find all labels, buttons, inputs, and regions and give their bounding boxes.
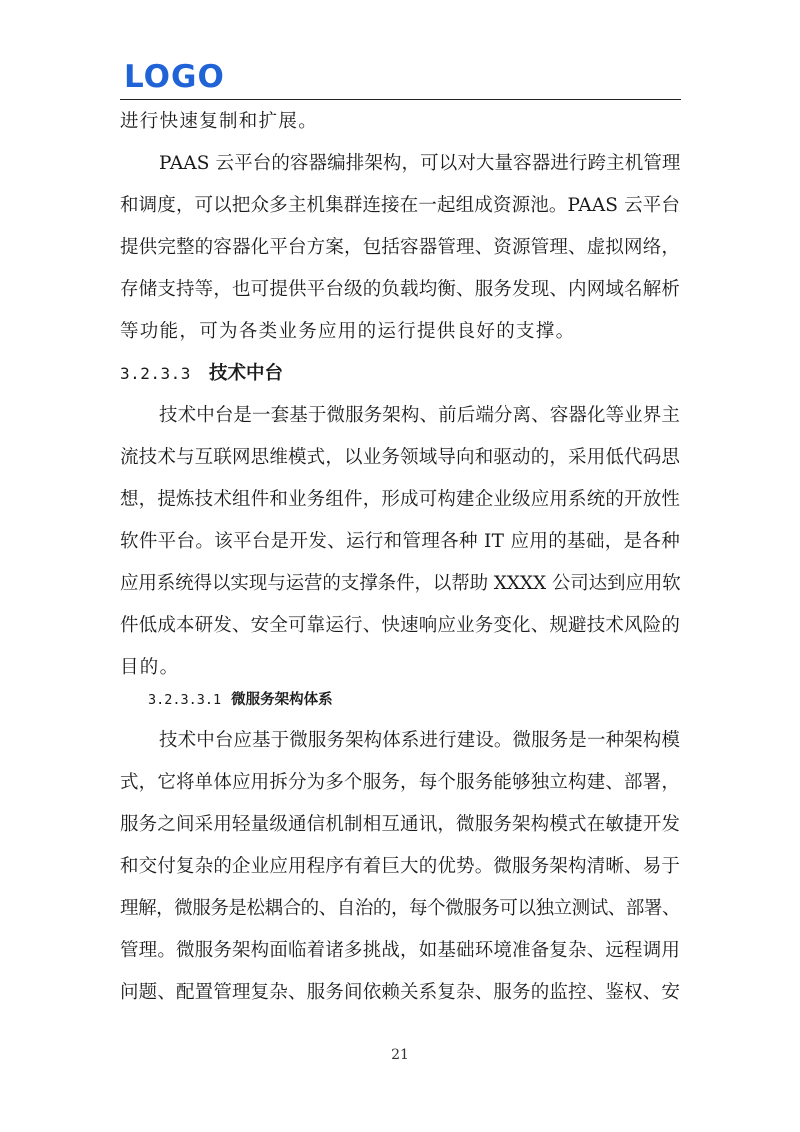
header-divider: [120, 99, 681, 100]
page-number: 21: [391, 1047, 409, 1063]
paragraph-line: 服务之间采用轻量级通信机制相互通讯，微服务架构模式在敏捷开发: [120, 814, 680, 835]
paragraph-line: 和交付复杂的企业应用程序有着巨大的优势。微服务架构清晰、易于: [120, 856, 680, 877]
paragraph-line: 应用系统得以实现与运营的支撑条件，以帮助 XXXX 公司达到应用软: [120, 573, 681, 594]
section-heading-3233: [120, 362, 283, 386]
paragraph-line: 式，它将单体应用拆分为多个服务，每个服务能够独立构建、部署，: [120, 772, 680, 793]
section-number: 3.2.3.3: [120, 364, 191, 383]
section-title: 微服务架构体系: [231, 692, 333, 708]
paragraph-line: 件低成本研发、安全可靠运行、快速响应业务变化、规避技术风险的: [120, 615, 680, 636]
paragraph-line: 目的。: [120, 657, 180, 678]
paragraph-line: 理解，微服务是松耦合的、自治的，每个微服务可以独立测试、部署、: [120, 898, 680, 919]
logo: LOGO: [124, 59, 225, 95]
paragraph-line: 技术中台应基于微服务架构体系进行建设。微服务是一种架构模: [159, 730, 680, 751]
paragraph-line: 流技术与互联网思维模式，以业务领域导向和驱动的，采用低代码思: [120, 447, 680, 468]
section-number: 3.2.3.3.1: [148, 692, 222, 708]
paragraph-line: 想，提炼技术组件和业务组件，形成可构建企业级应用系统的开放性: [120, 489, 680, 510]
paragraph-line: 管理。微服务架构面临着诸多挑战，如基础环境准备复杂、远程调用: [120, 940, 680, 961]
section-heading-32331: [148, 690, 333, 710]
paragraph-line: 软件平台。该平台是开发、运行和管理各种 IT 应用的基础，是各种: [120, 531, 680, 552]
paragraph-line: 问题、配置管理复杂、服务间依赖关系复杂、服务的监控、鉴权、安: [120, 982, 680, 1003]
paragraph-line: 技术中台是一套基于微服务架构、前后端分离、容器化等业界主: [159, 405, 680, 426]
continuation-text: 进行快速复制和扩展。: [120, 111, 319, 132]
paragraph-line: 和调度，可以把众多主机集群连接在一起组成资源池。PAAS 云平台: [120, 195, 680, 216]
paragraph-line: 等功能，可为各类业务应用的运行提供良好的支撑。: [120, 321, 576, 342]
section-title: 技术中台: [208, 363, 283, 384]
paragraph-line: PAAS 云平台的容器编排架构，可以对大量容器进行跨主机管理: [159, 153, 681, 174]
paragraph-line: 提供完整的容器化平台方案，包括容器管理、资源管理、虚拟网络，: [120, 237, 680, 258]
paragraph-line: 存储支持等，也可提供平台级的负载均衡、服务发现、内网域名解析: [120, 279, 680, 300]
